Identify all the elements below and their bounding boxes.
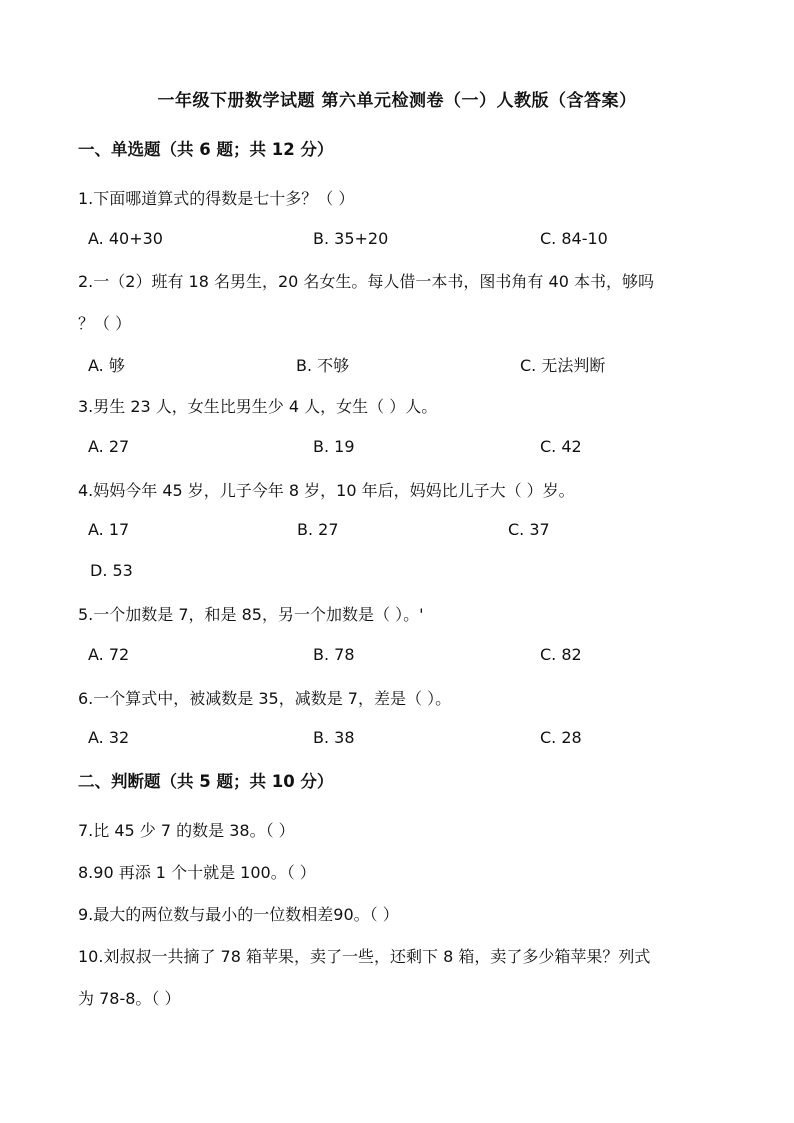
question-3: 3.男生 23 人，女生比男生少 4 人，女生（ ）人。 xyxy=(78,397,438,416)
question-1-option-b: B. 35+20 xyxy=(313,229,389,248)
question-4-option-b: B. 27 xyxy=(297,520,339,539)
question-4-option-a: A. 17 xyxy=(88,520,130,539)
page-title: 一年级下册数学试题 第六单元检测卷（一）人教版（含答案） xyxy=(157,91,637,111)
question-5-option-b: B. 78 xyxy=(313,645,355,664)
question-6-option-c: C. 28 xyxy=(540,728,582,747)
question-1: 1.下面哪道算式的得数是七十多？（ ） xyxy=(78,189,355,208)
question-1-option-c: C. 84-10 xyxy=(540,229,608,248)
question-3-option-b: B. 19 xyxy=(313,437,355,456)
question-10: 10.刘叔叔一共摘了 78 箱苹果，卖了一些，还剩下 8 箱，卖了多少箱苹果？列式 xyxy=(78,947,651,966)
question-3-option-a: A. 27 xyxy=(88,437,130,456)
question-7: 7.比 45 少 7 的数是 38。（ ） xyxy=(78,821,295,840)
question-2-option-c: C. 无法判断 xyxy=(520,356,606,375)
question-6-option-b: B. 38 xyxy=(313,728,355,747)
question-2-option-a: A. 够 xyxy=(88,356,125,375)
question-4-option-d: D. 53 xyxy=(90,561,133,580)
question-8: 8.90 再添 1 个十就是 100。（ ） xyxy=(78,863,316,882)
question-6: 6.一个算式中，被减数是 35，减数是 7，差是（ ）。 xyxy=(78,689,452,708)
section-heading-true-false: 二、判断题（共 5 题；共 10 分） xyxy=(78,772,334,791)
section-heading-single-choice: 一、单选题（共 6 题；共 12 分） xyxy=(78,140,334,159)
question-1-option-a: A. 40+30 xyxy=(88,229,163,248)
question-10-continued: 为 78-8。（ ） xyxy=(78,989,181,1008)
question-2-option-b: B. 不够 xyxy=(296,356,350,375)
question-5: 5.一个加数是 7，和是 85，另一个加数是（ ）。' xyxy=(78,605,424,624)
question-3-option-c: C. 42 xyxy=(540,437,582,456)
question-2-continued: ？（ ） xyxy=(78,314,132,333)
question-4: 4.妈妈今年 45 岁，儿子今年 8 岁，10 年后，妈妈比儿子大（ ）岁。 xyxy=(78,481,575,500)
question-5-option-c: C. 82 xyxy=(540,645,582,664)
question-5-option-a: A. 72 xyxy=(88,645,130,664)
question-9: 9.最大的两位数与最小的一位数相差90。（ ） xyxy=(78,905,399,924)
question-2: 2.一（2）班有 18 名男生，20 名女生。每人借一本书，图书角有 40 本书，够吗 xyxy=(78,272,654,291)
question-6-option-a: A. 32 xyxy=(88,728,130,747)
question-4-option-c: C. 37 xyxy=(508,520,550,539)
